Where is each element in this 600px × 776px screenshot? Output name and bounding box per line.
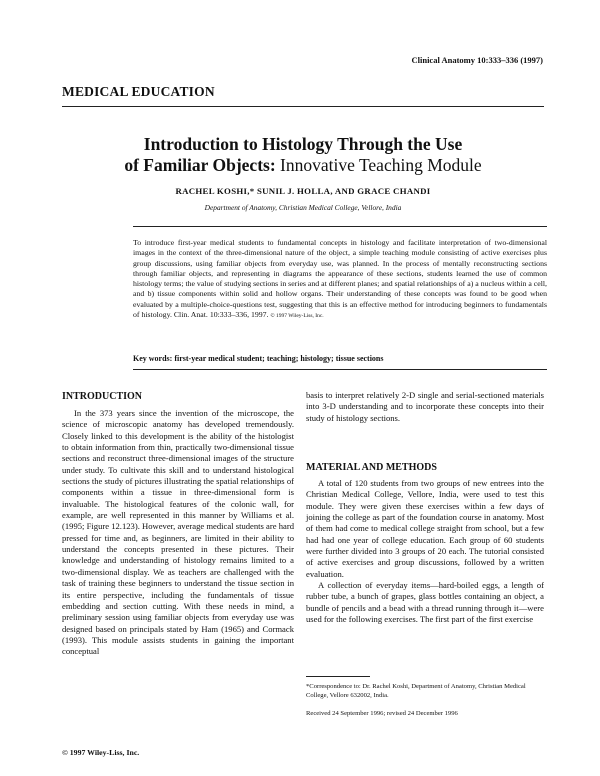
keywords: Key words: first-year medical student; teaching; histology; tissue sections bbox=[133, 354, 384, 363]
authors: RACHEL KOSHI,* SUNIL J. HOLLA, AND GRACE CHANDI bbox=[175, 186, 431, 196]
methods-paragraph-2: A collection of everyday items—hard-boiled eggs, a length of rubber tube, a bunch of grapes, glass bottles containing an object, a bundle of pencils and a bead with a thread running through it—were used for the following exercises. The first part of the first exercise bbox=[306, 580, 544, 625]
footnote-rule bbox=[306, 676, 370, 677]
affiliation: Department of Anatomy, Christian Medical College, Vellore, India bbox=[204, 203, 402, 212]
keywords-rule bbox=[133, 369, 547, 370]
methods-heading: MATERIAL AND METHODS bbox=[306, 462, 437, 473]
abstract-text: To introduce first-year medical students to fundamental concepts in histology and facilitate interpretation of two-dimensional images in the context of the three-dimensional nature of the object, a simple teaching module consisting of active exercises plus group discussions, using familiar objects from everyday use, was planned. In the process of mentally reconstructing sections through familiar objects, and representing in diagrams the appearance of these sections, students learned the use of common histology terms; the value of studying sections in series and at different planes; and spatial relationships of a) a nucleus within a cell, and b) tissue components within solid and hollow organs. Their understanding of these concepts was found to be good when evaluated by a multiple-choice-questions test, suggesting that this is an effective method for introducing beginners to fundamentals of histology. Clin. Anat. 10:333–336, 1997. bbox=[133, 238, 547, 320]
methods-body bbox=[306, 478, 544, 625]
abstract-rule-top bbox=[133, 226, 547, 227]
header-rule bbox=[62, 106, 544, 107]
introduction-heading: INTRODUCTION bbox=[62, 391, 143, 402]
received-dates: Received 24 September 1996; revised 24 December 1996 bbox=[306, 710, 458, 717]
title-subtitle: Innovative Teaching Module bbox=[275, 155, 482, 175]
abstract bbox=[133, 238, 547, 321]
intro-continuation: basis to interpret relatively 2-D single and serial-sectioned materials into 3-D understanding and to incorporate these concepts into their study of histology sections. bbox=[306, 390, 544, 423]
intro-paragraph: In the 373 years since the invention of the microscope, the science of microscopic anatomy has developed tremendously. Closely linked to this development is the ability of the histologist to obtain information from thin, practically two-dimensional tissue sections and reconstruct three-dimensional images of the structure under study. To cultivate this skill and to understand histological sections the study of pictures illustrating the spatial relationships of components within a tissue in three-dimensional form is invaluable. The histological features of the colonic wall, for example, are well represented in this manner by Williams et al. (1995; Figure 12.123). However, average medical students are hard pressed for time and, as beginners, are limited in their ability to understand the concepts presented in these pictures. Their knowledge and understanding of histology remains limited to a two-dimensional display. We as teachers are challenged with the task of training these beginners to understand the tissue section in its entire perspective, including the fundamentals of tissue embedding and section cutting. With these needs in mind, a preliminary session using familiar objects from everyday use was designed based on principals stated by Ham (1965) and Cormack (1993). This module assists students in gaining the important conceptual bbox=[62, 408, 294, 657]
left-column bbox=[62, 408, 294, 658]
abstract-copyright: © 1997 Wiley-Liss, Inc. bbox=[270, 313, 324, 320]
title-line-1: Introduction to Histology Through the Use bbox=[143, 134, 463, 154]
journal-reference: Clinical Anatomy 10:333–336 (1997) bbox=[411, 55, 543, 65]
correspondence-note: *Correspondence to: Dr. Rachel Koshi, Department of Anatomy, Christian Medical College, Vellore 632002, India. bbox=[306, 683, 526, 699]
section-heading: MEDICAL EDUCATION bbox=[62, 84, 215, 99]
title-line-2: of Familiar Objects: bbox=[124, 155, 276, 175]
article-title bbox=[62, 134, 544, 176]
right-column-continuation bbox=[306, 390, 544, 424]
page-copyright: © 1997 Wiley-Liss, Inc. bbox=[62, 748, 140, 757]
methods-paragraph-1: A total of 120 students from two groups of new entrees into the Christian Medical College, Vellore, India, were used to test this module. They were given these exercises within a few days of joining the college as part of the foundation course in anatomy. Most of them had come to medical college straight from school, but a few had had one year of college education. Each group of 60 students were further divided into 3 groups of 20 each. The tutorial consisted of active exercises and group discussions, followed by a written evaluation. bbox=[306, 478, 544, 579]
